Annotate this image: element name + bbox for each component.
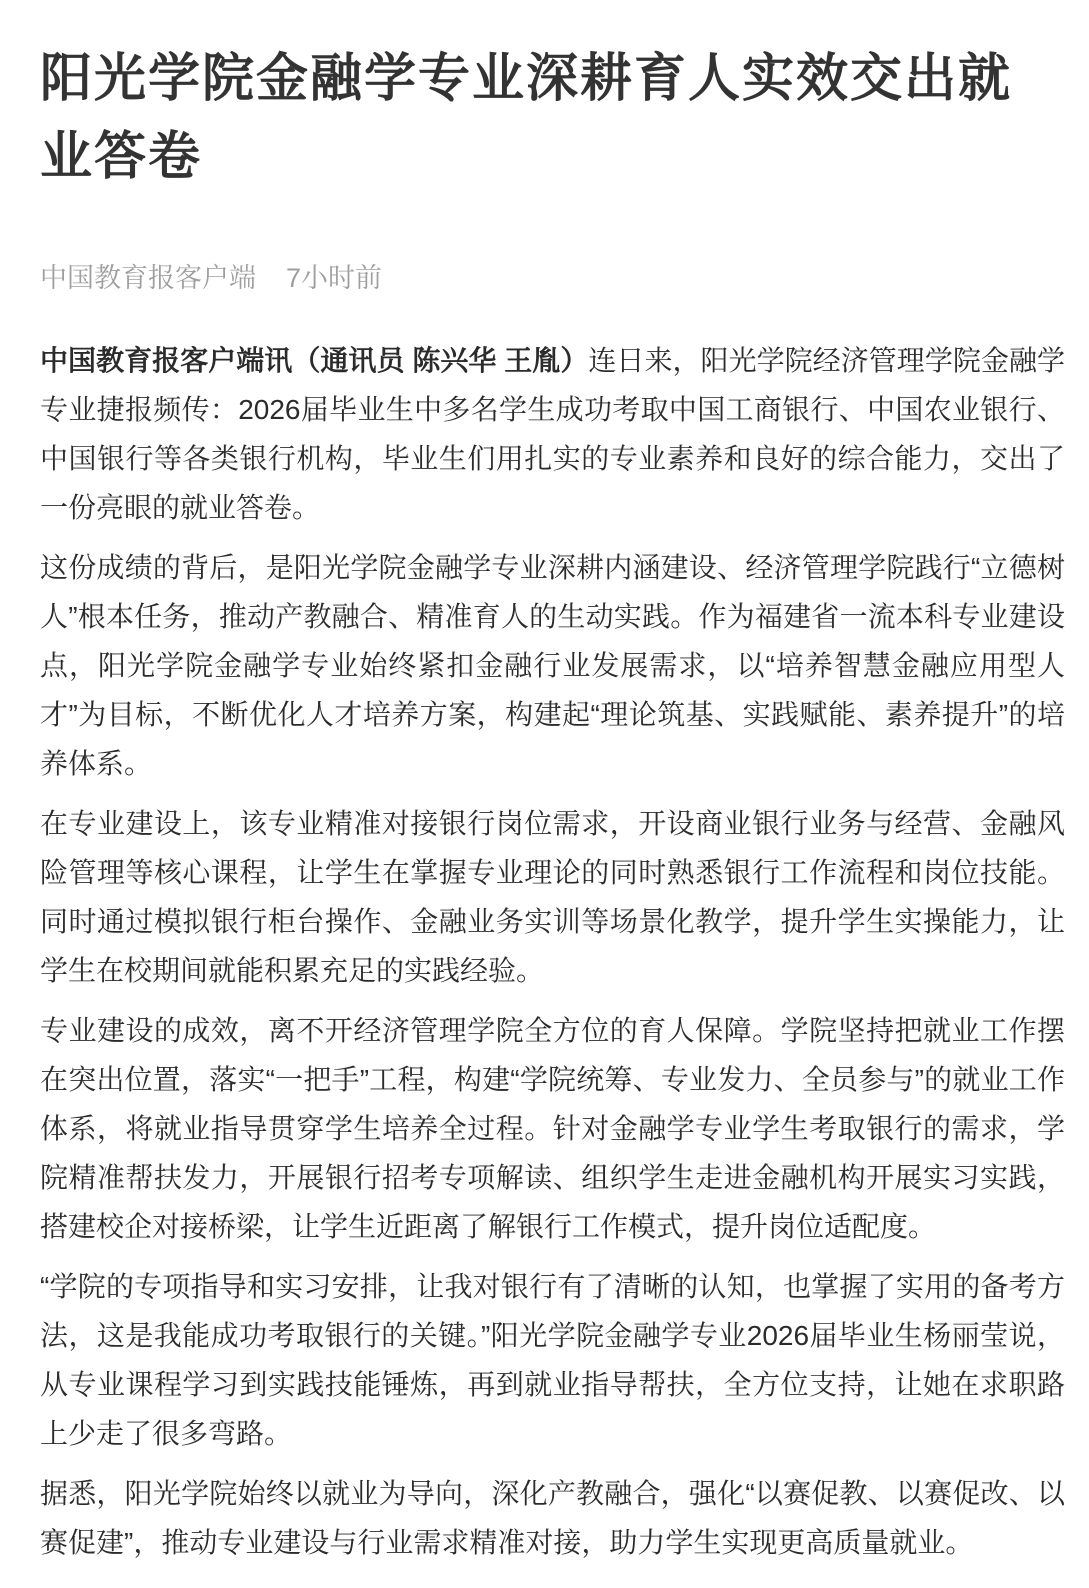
article-lead-bold: 中国教育报客户端讯（通讯员 陈兴华 王胤） xyxy=(40,345,589,376)
paragraph-text: 连日来，阳光学院经济管理学院金融学专业捷报频传：2026届毕业生中多名学生成功考取中国工商银行、中国农业银行、中国银行等各类银行机构，毕业生们用扎实的专业素养和良好的综合能力，交出了一份亮眼的就业答卷。 xyxy=(40,345,1065,523)
article-meta xyxy=(40,258,1065,298)
article-timestamp: 7小时前 xyxy=(286,263,383,293)
article-paragraph: 这份成绩的背后，是阳光学院金融学专业深耕内涵建设、经济管理学院践行“立德树人”根本任务，推动产教融合、精准育人的生动实践。作为福建省一流本科专业建设点，阳光学院金融学专业始终紧扣金融行业发展需求，以“培养智慧金融应用型人才”为目标，不断优化人才培养方案，构建起“理论筑基、实践赋能、素养提升”的培养体系。 xyxy=(40,552,1065,779)
article-page xyxy=(0,40,1089,1588)
article-body xyxy=(40,336,1065,1567)
article-source: 中国教育报客户端 xyxy=(40,263,256,293)
article-title: 阳光学院金融学专业深耕育人实效交出就业答卷 xyxy=(40,50,1013,186)
article-paragraph: 据悉，阳光学院始终以就业为导向，深化产教融合，强化“以赛促教、以赛促改、以赛促建”，推动专业建设与行业需求精准对接，助力学生实现更高质量就业。 xyxy=(40,1478,1065,1558)
article-paragraph: “学院的专项指导和实习安排，让我对银行有了清晰的认知，也掌握了实用的备考方法，这是我能成功考取银行的关键。”阳光学院金融学专业2026届毕业生杨丽莹说，从专业课程学习到实践技能锤炼，再到就业指导帮扶，全方位支持，让她在求职路上少走了很多弯路。 xyxy=(40,1271,1065,1449)
article-paragraph: 在专业建设上，该专业精准对接银行岗位需求，开设商业银行业务与经营、金融风险管理等核心课程，让学生在掌握专业理论的同时熟悉银行工作流程和岗位技能。同时通过模拟银行柜台操作、金融业务实训等场景化教学，提升学生实操能力，让学生在校期间就能积累充足的实践经验。 xyxy=(40,808,1065,986)
article-paragraph: 专业建设的成效，离不开经济管理学院全方位的育人保障。学院坚持把就业工作摆在突出位置，落实“一把手”工程，构建“学院统筹、专业发力、全员参与”的就业工作体系，将就业指导贯穿学生培养全过程。针对金融学专业学生考取银行的需求，学院精准帮扶发力，开展银行招考专项解读、组织学生走进金融机构开展实习实践，搭建校企对接桥梁，让学生近距离了解银行工作模式，提升岗位适配度。 xyxy=(40,1015,1065,1242)
article-paragraph xyxy=(40,336,1065,532)
